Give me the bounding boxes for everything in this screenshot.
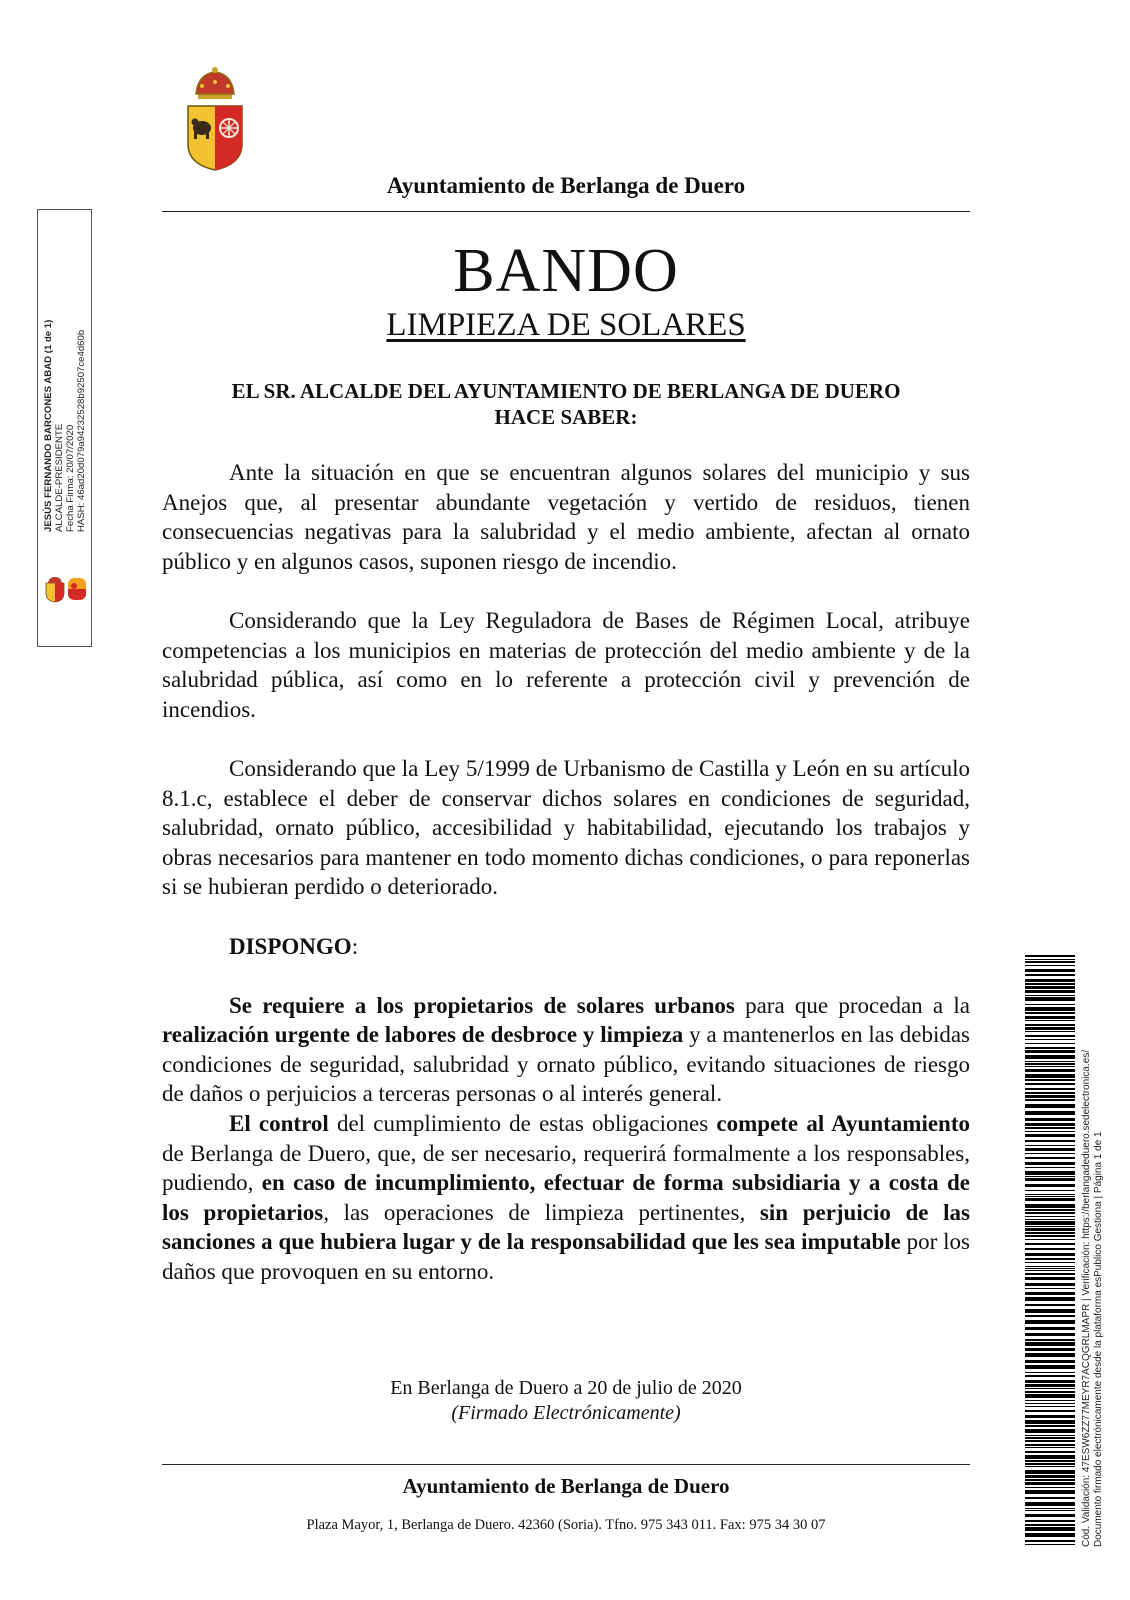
- emphasis-text: en caso de incumplimiento, efectuar de forma subsidiaria y a costa de los propietarios: [162, 1170, 970, 1225]
- body-text: para que procedan a la: [734, 992, 970, 1018]
- validation-code: Cód. Validación: 47ESW6ZZ77MEYR7ACQGRLMAPR | Verificación: https://berlangadeduero.sedelectronica.es/: [1081, 1049, 1092, 1547]
- emphasis-text: Se requiere a los propietarios de solares urbanos: [229, 992, 735, 1018]
- validation-text: [1081, 1050, 1105, 1547]
- paragraph-control: [162, 1109, 970, 1287]
- dispongo-colon: :: [351, 933, 359, 959]
- header-divider: [162, 211, 970, 212]
- signed-note: (Firmado Electrónicamente): [451, 1402, 681, 1424]
- signature-hash: HASH: 46ad20d079a94232528b92507ce4d60b: [76, 329, 87, 532]
- dispongo-heading: [162, 932, 970, 962]
- footer-address: Plaza Mayor, 1, Berlanga de Duero. 42360 (Soria). Tfno. 975 343 011. Fax: 975 34 30 07: [306, 1517, 826, 1533]
- signer-role: ALCALDE-PRESIDENTE: [54, 423, 65, 532]
- paragraph-situation: Ante la situación en que se encuentran algunos solares del municipio y sus Anejos que, al presentar abundante vegetación y vertido de residuos, tienen consecuencias negativas para la salubridad y el medio ambiente, afectan al ornato público y en algunos casos, suponen riesgo de incendio.: [162, 460, 970, 574]
- emphasis-text: El control: [229, 1111, 329, 1137]
- document-body: [162, 458, 970, 1287]
- body-text: por los daños que provoquen en su entorno.: [162, 1229, 971, 1285]
- announcement-line: HACE SABER:: [494, 405, 638, 429]
- document-subtitle: LIMPIEZA DE SOLARES: [386, 307, 746, 343]
- body-text: de Berlanga de Duero, que, de ser necesario, requerirá formalmente a los responsables, pudiendo,: [162, 1140, 970, 1196]
- header-organization: Ayuntamiento de Berlanga de Duero: [386, 173, 746, 198]
- place-date: En Berlanga de Duero a 20 de julio de 2020: [390, 1377, 742, 1399]
- emphasis-text: realización urgente de labores de desbroce y limpieza: [162, 1022, 684, 1048]
- coat-of-arms-icon: [184, 64, 246, 174]
- announcement: [162, 378, 970, 430]
- signature-block: [162, 1376, 970, 1426]
- document-title: BANDO: [453, 237, 679, 305]
- announcement-line: EL SR. ALCALDE DEL AYUNTAMIENTO DE BERLANGA DE DUERO: [231, 379, 901, 403]
- paragraph-ley-urbanismo: Considerando que la Ley 5/1999 de Urbanismo de Castilla y León en su artículo 8.1.c, establece el deber de conservar dichos solares en condiciones de seguridad, salubridad, ornato público, accesibilidad y habitabilidad, ejecutando los trabajos y obras necesarios para mantener en todo momento dichas condiciones, o para reponerlas si se hubieran perdido o deteriorado.: [162, 755, 970, 900]
- signature-crest-icon: [44, 575, 88, 603]
- signer-name: JESÚS FERNANDO BARCONES ABAD (1 de 1): [43, 319, 54, 532]
- body-text: , las operaciones de limpieza pertinentes,: [323, 1199, 760, 1225]
- emphasis-text: compete al Ayuntamiento: [716, 1111, 970, 1137]
- paragraph-requirement: [162, 991, 970, 1109]
- paragraph-ley-regimen-local: Considerando que la Ley Reguladora de Bases de Régimen Local, atribuye competencias a los municipios en materias de protección del medio ambiente y de la salubridad pública, así como en lo referente a protección civil y prevención de incendios.: [162, 607, 970, 722]
- barcode-icon: [1025, 955, 1075, 1545]
- electronic-signature-details: [43, 320, 87, 532]
- footer-organization: Ayuntamiento de Berlanga de Duero: [402, 1474, 730, 1498]
- footer-divider: [162, 1464, 970, 1465]
- body-text: del cumplimiento de estas obligaciones: [328, 1111, 717, 1137]
- validation-platform: Documento firmado electrónicamente desde la plataforma esPublico Gestiona | Página 1 de 1: [1093, 1131, 1104, 1547]
- body-text: y a mantenerlos en las debidas condiciones de seguridad, salubridad y ornato público, evitando situaciones de riesgo de daños o perjuicios a terceras personas o al interés general.: [162, 1022, 970, 1107]
- emphasis-text: sin perjuicio de las sanciones a que hubiera lugar y de la responsabilidad que les sea imputable: [162, 1199, 971, 1255]
- signature-date: Fecha Firma: 20/07/2020: [65, 424, 76, 532]
- dispongo-label: DISPONGO: [229, 933, 352, 959]
